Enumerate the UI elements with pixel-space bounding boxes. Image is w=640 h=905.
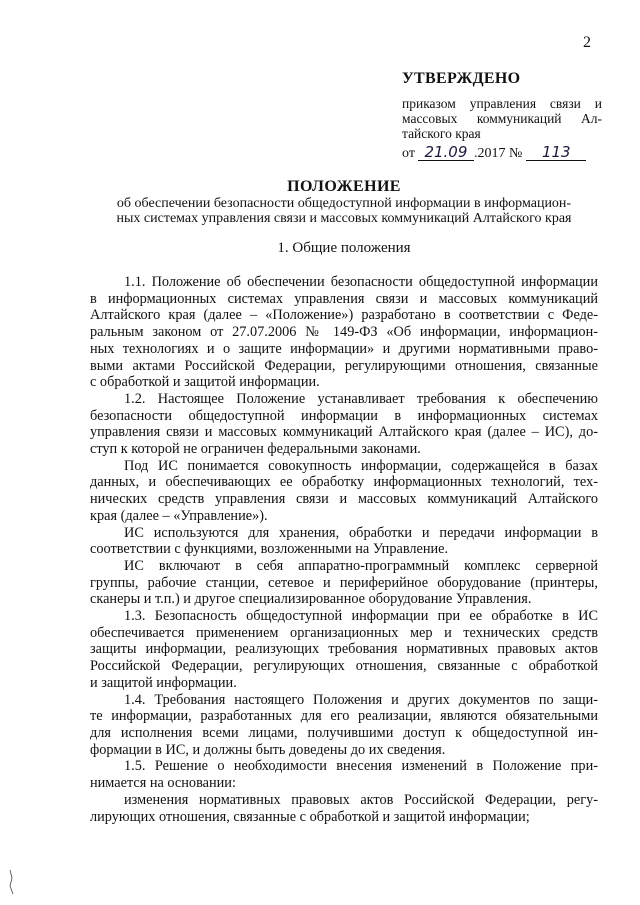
body-line: с обработкой и защитой информации. [90, 374, 320, 391]
approval-line: массовых коммуникаций Ал- [402, 111, 602, 126]
body-line: 1.2. Настоящее Положение устанавливает требования к обеспечению [124, 390, 598, 407]
document-subtitle-line: об обеспечении безопасности общедоступной информации в информацион- [116, 196, 572, 211]
pen-mark-icon [6, 868, 16, 898]
page-number: 2 [583, 34, 591, 51]
body-line: нических средств управления связи и массовых коммуникаций Алтайского [90, 491, 598, 508]
body-line: лирующих отношения, связанные с обработкой и защитой информации; [90, 808, 530, 825]
body-line: обеспечивается применением организационных мер и технических средств [90, 624, 598, 641]
body-line: Российской Федерации, регулирующих отношения, связанные с обработкой [90, 658, 598, 675]
body-line: те информации, разработанных для его реализации, являются обязательными [90, 708, 598, 725]
body-line: Под ИС понимается совокупность информации, содержащейся в базах [124, 457, 598, 474]
body-line: нимается на основании: [90, 775, 236, 792]
body-line: ИС используются для хранения, обработки и передачи информации в [124, 524, 598, 541]
body-line: формации в ИС, и должны быть доведены до их сведения. [90, 741, 446, 758]
body-line: безопасности общедоступной информации в информационных системах [90, 407, 598, 424]
body-line: группы, рабочие станции, сетевое и периферийное оборудование (принтеры, [90, 574, 598, 591]
body-line: ных технологиях и о защите информации» и другими нормативными право- [90, 340, 598, 357]
date-prefix: от [402, 146, 415, 161]
document-heading [90, 178, 598, 226]
body-line: 1.3. Безопасность общедоступной информации при ее обработке в ИС [124, 608, 598, 625]
approval-line: приказом управления связи и [402, 96, 602, 111]
document-subtitle-line: ных системах управления связи и массовых коммуникаций Алтайского края [116, 211, 572, 226]
handwritten-date: 21.09 [418, 144, 474, 161]
body-line: данных, и обеспечивающих ее обработку информационных технологий, тех- [90, 474, 598, 491]
body-line: 1.4. Требования настоящего Положения и других документов по защи- [124, 691, 598, 708]
body-line: 1.5. Решение о необходимости внесения изменений в Положение при- [124, 758, 598, 775]
body-line: ИС включают в себя аппаратно-программный комплекс серверной [124, 557, 598, 574]
document-body [90, 274, 598, 825]
body-line: 1.1. Положение об обеспечении безопасности общедоступной информации [124, 274, 598, 290]
body-line: сканеры и т.п.) и другое специализированное оборудование Управления. [90, 591, 532, 608]
section-heading: 1. Общие положения [277, 240, 411, 256]
body-line: Алтайского края (далее – «Положение») разработано в соответствии с Феде- [90, 307, 598, 324]
approval-title: УТВЕРЖДЕНО [402, 70, 521, 87]
body-line: для исполнения всеми лицами, получившими доступ к общедоступной ин- [90, 724, 598, 741]
body-line: защиты информации, реализующих требования нормативных правовых актов [90, 641, 598, 658]
body-line: соответствии с функциями, возложенными на Управление. [90, 541, 449, 558]
body-line: ступ к которой не ограничен федеральными законами. [90, 441, 421, 458]
approval-line: тайского края [402, 126, 481, 141]
body-line: управления связи и массовых коммуникаций Алтайского края (далее – ИС), до- [90, 424, 598, 441]
body-line: и защитой информации. [90, 674, 237, 691]
body-line: края (далее – «Управление»). [90, 507, 268, 524]
body-line: выми актами Российской Федерации, регулирующими отношения, связанные [90, 357, 598, 374]
body-line: изменения нормативных правовых актов Российской Федерации, регу- [124, 791, 598, 808]
body-line: в информационных системах управления связи и массовых коммуникаций [90, 290, 598, 307]
handwritten-number: 113 [526, 144, 586, 161]
approval-block [402, 70, 602, 162]
body-line: ральным законом от 27.07.2006 № 149-ФЗ «Об информации, информацион- [90, 324, 598, 341]
document-title: ПОЛОЖЕНИЕ [287, 178, 401, 195]
date-year: .2017 № [473, 146, 523, 161]
approval-date-line [402, 144, 602, 162]
